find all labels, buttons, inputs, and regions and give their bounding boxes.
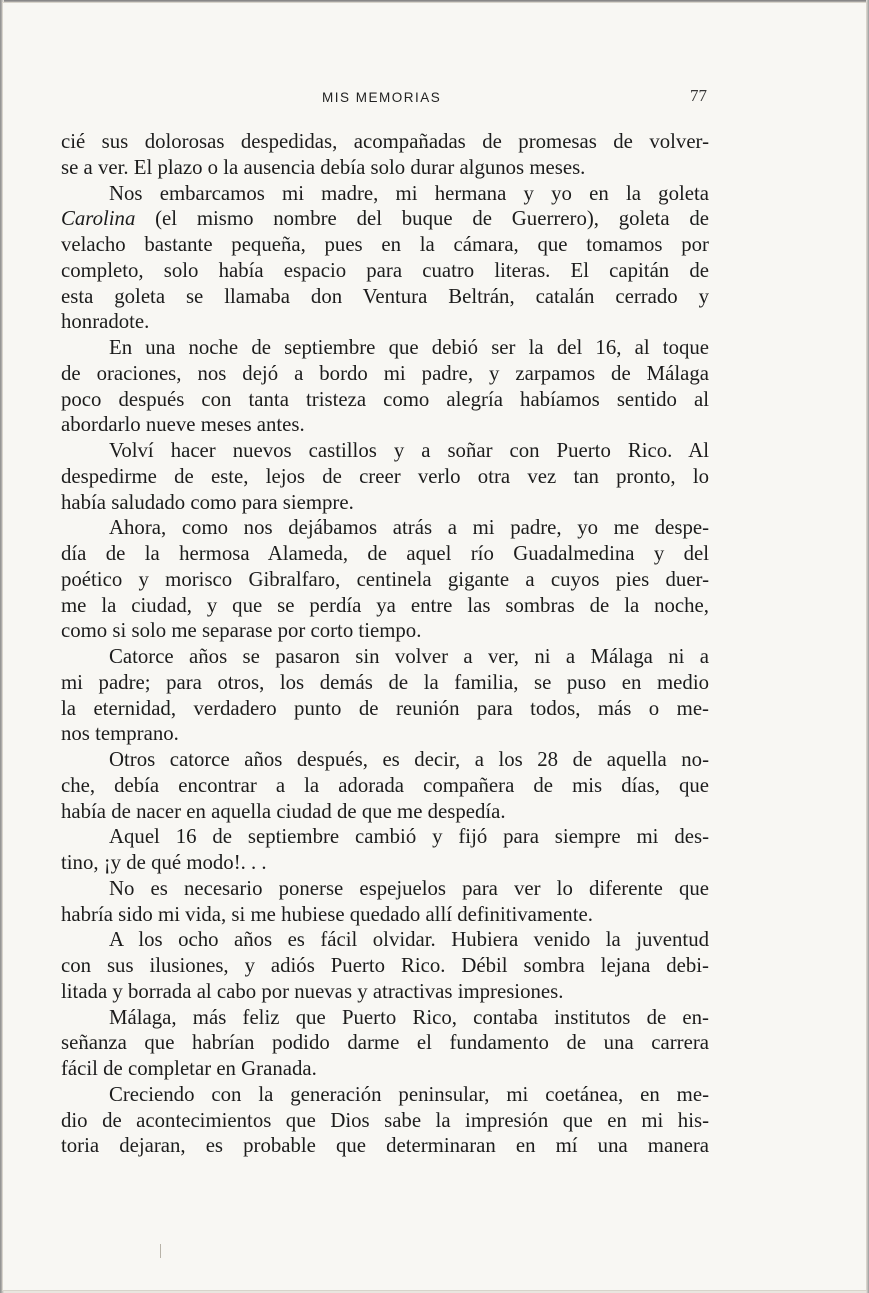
text-line: litada y borrada al cabo por nuevas y atractivas impresiones.	[61, 979, 564, 1003]
text-line: se a ver. El plazo o la ausencia debía solo durar algunos meses.	[61, 155, 586, 179]
text-line: Otros catorce años después, es decir, a los 28 de aquella no-	[109, 748, 709, 771]
text-line: Creciendo con la generación peninsular, mi coetánea, en me-	[109, 1082, 709, 1106]
text-line: tino, ¡y de qué modo!. . .	[61, 851, 267, 874]
text-line: che, debía encontrar a la adorada compañera de mis días, que	[61, 773, 709, 797]
text-line: la eternidad, verdadero punto de reunión para todos, más o me-	[61, 696, 709, 720]
text-line: día de la hermosa Alameda, de aquel río Guadalmedina y del	[61, 542, 709, 565]
text-line: poco después con tanta tristeza como alegría habíamos sentido al	[61, 387, 709, 411]
text-line: fácil de completar en Granada.	[61, 1057, 317, 1080]
text-segment: (el mismo nombre del buque de Guerrero), goleta de	[135, 207, 709, 231]
text-line: toria dejaran, es probable que determinaran en mí una manera	[61, 1134, 709, 1158]
text-line	[61, 206, 709, 232]
text-line: habría sido mi vida, si me hubiese quedado allí definitivamente.	[61, 902, 593, 926]
text-line: despedirme de este, lejos de creer verlo otra vez tan pronto, lo	[61, 464, 709, 488]
text-line: En una noche de septiembre que debió ser la del 16, al toque	[109, 336, 709, 359]
scan-mark	[160, 1244, 161, 1258]
text-line: dio de acontecimientos que Dios sabe la impresión que en mi his-	[61, 1108, 709, 1132]
text-line: Ahora, como nos dejábamos atrás a mi padre, yo me despe-	[109, 516, 709, 540]
text-line: completo, solo había espacio para cuatro literas. El capitán de	[61, 258, 709, 282]
text-line: señanza que habrían podido darme el fundamento de una carrera	[61, 1031, 709, 1055]
body-text	[61, 129, 709, 1159]
page-number: 77	[690, 86, 707, 105]
text-line: de oraciones, nos dejó a bordo mi padre, y zarpamos de Málaga	[61, 361, 709, 385]
text-line: No es necesario ponerse espejuelos para ver lo diferente que	[109, 876, 709, 900]
text-line: A los ocho años es fácil olvidar. Hubiera venido la juventud	[109, 928, 709, 952]
text-line: Volví hacer nuevos castillos y a soñar con Puerto Rico. Al	[109, 439, 709, 462]
text-line: Catorce años se pasaron sin volver a ver, ni a Málaga ni a	[109, 645, 709, 668]
text-line: como si solo me separase por corto tiempo.	[61, 619, 422, 643]
text-line: me la ciudad, y que se perdía ya entre las sombras de la noche,	[61, 593, 709, 617]
text-line: esta goleta se llamaba don Ventura Beltrán, catalán cerrado y	[61, 284, 709, 308]
text-line: había saludado como para siempre.	[61, 490, 354, 514]
ship-name: Carolina	[61, 207, 136, 231]
text-line: Málaga, más feliz que Puerto Rico, contaba institutos de en-	[109, 1005, 709, 1029]
text-line: velacho bastante pequeña, pues en la cámara, que tomamos por	[61, 233, 709, 256]
text-line: con sus ilusiones, y adiós Puerto Rico. Débil sombra lejana debi-	[61, 954, 709, 977]
text-line: Aquel 16 de septiembre cambió y fijó para siempre mi des-	[109, 825, 709, 849]
text-line: cié sus dolorosas despedidas, acompañadas de promesas de volver-	[61, 130, 709, 153]
text-line: poético y morisco Gibralfaro, centinela gigante a cuyos pies duer-	[61, 567, 709, 591]
text-line: abordarlo nueve meses antes.	[61, 413, 305, 437]
text-line: mi padre; para otros, los demás de la familia, se puso en medio	[61, 670, 709, 694]
text-segment: Nos embarcamos mi madre, mi hermana y yo en la goleta	[109, 181, 709, 205]
text-line: honradote.	[61, 310, 150, 334]
running-head: MIS MEMORIAS	[322, 90, 442, 105]
text-line	[61, 181, 709, 207]
text-line: había de nacer en aquella ciudad de que me despedía.	[61, 799, 506, 823]
text-line: nos temprano.	[61, 722, 179, 746]
